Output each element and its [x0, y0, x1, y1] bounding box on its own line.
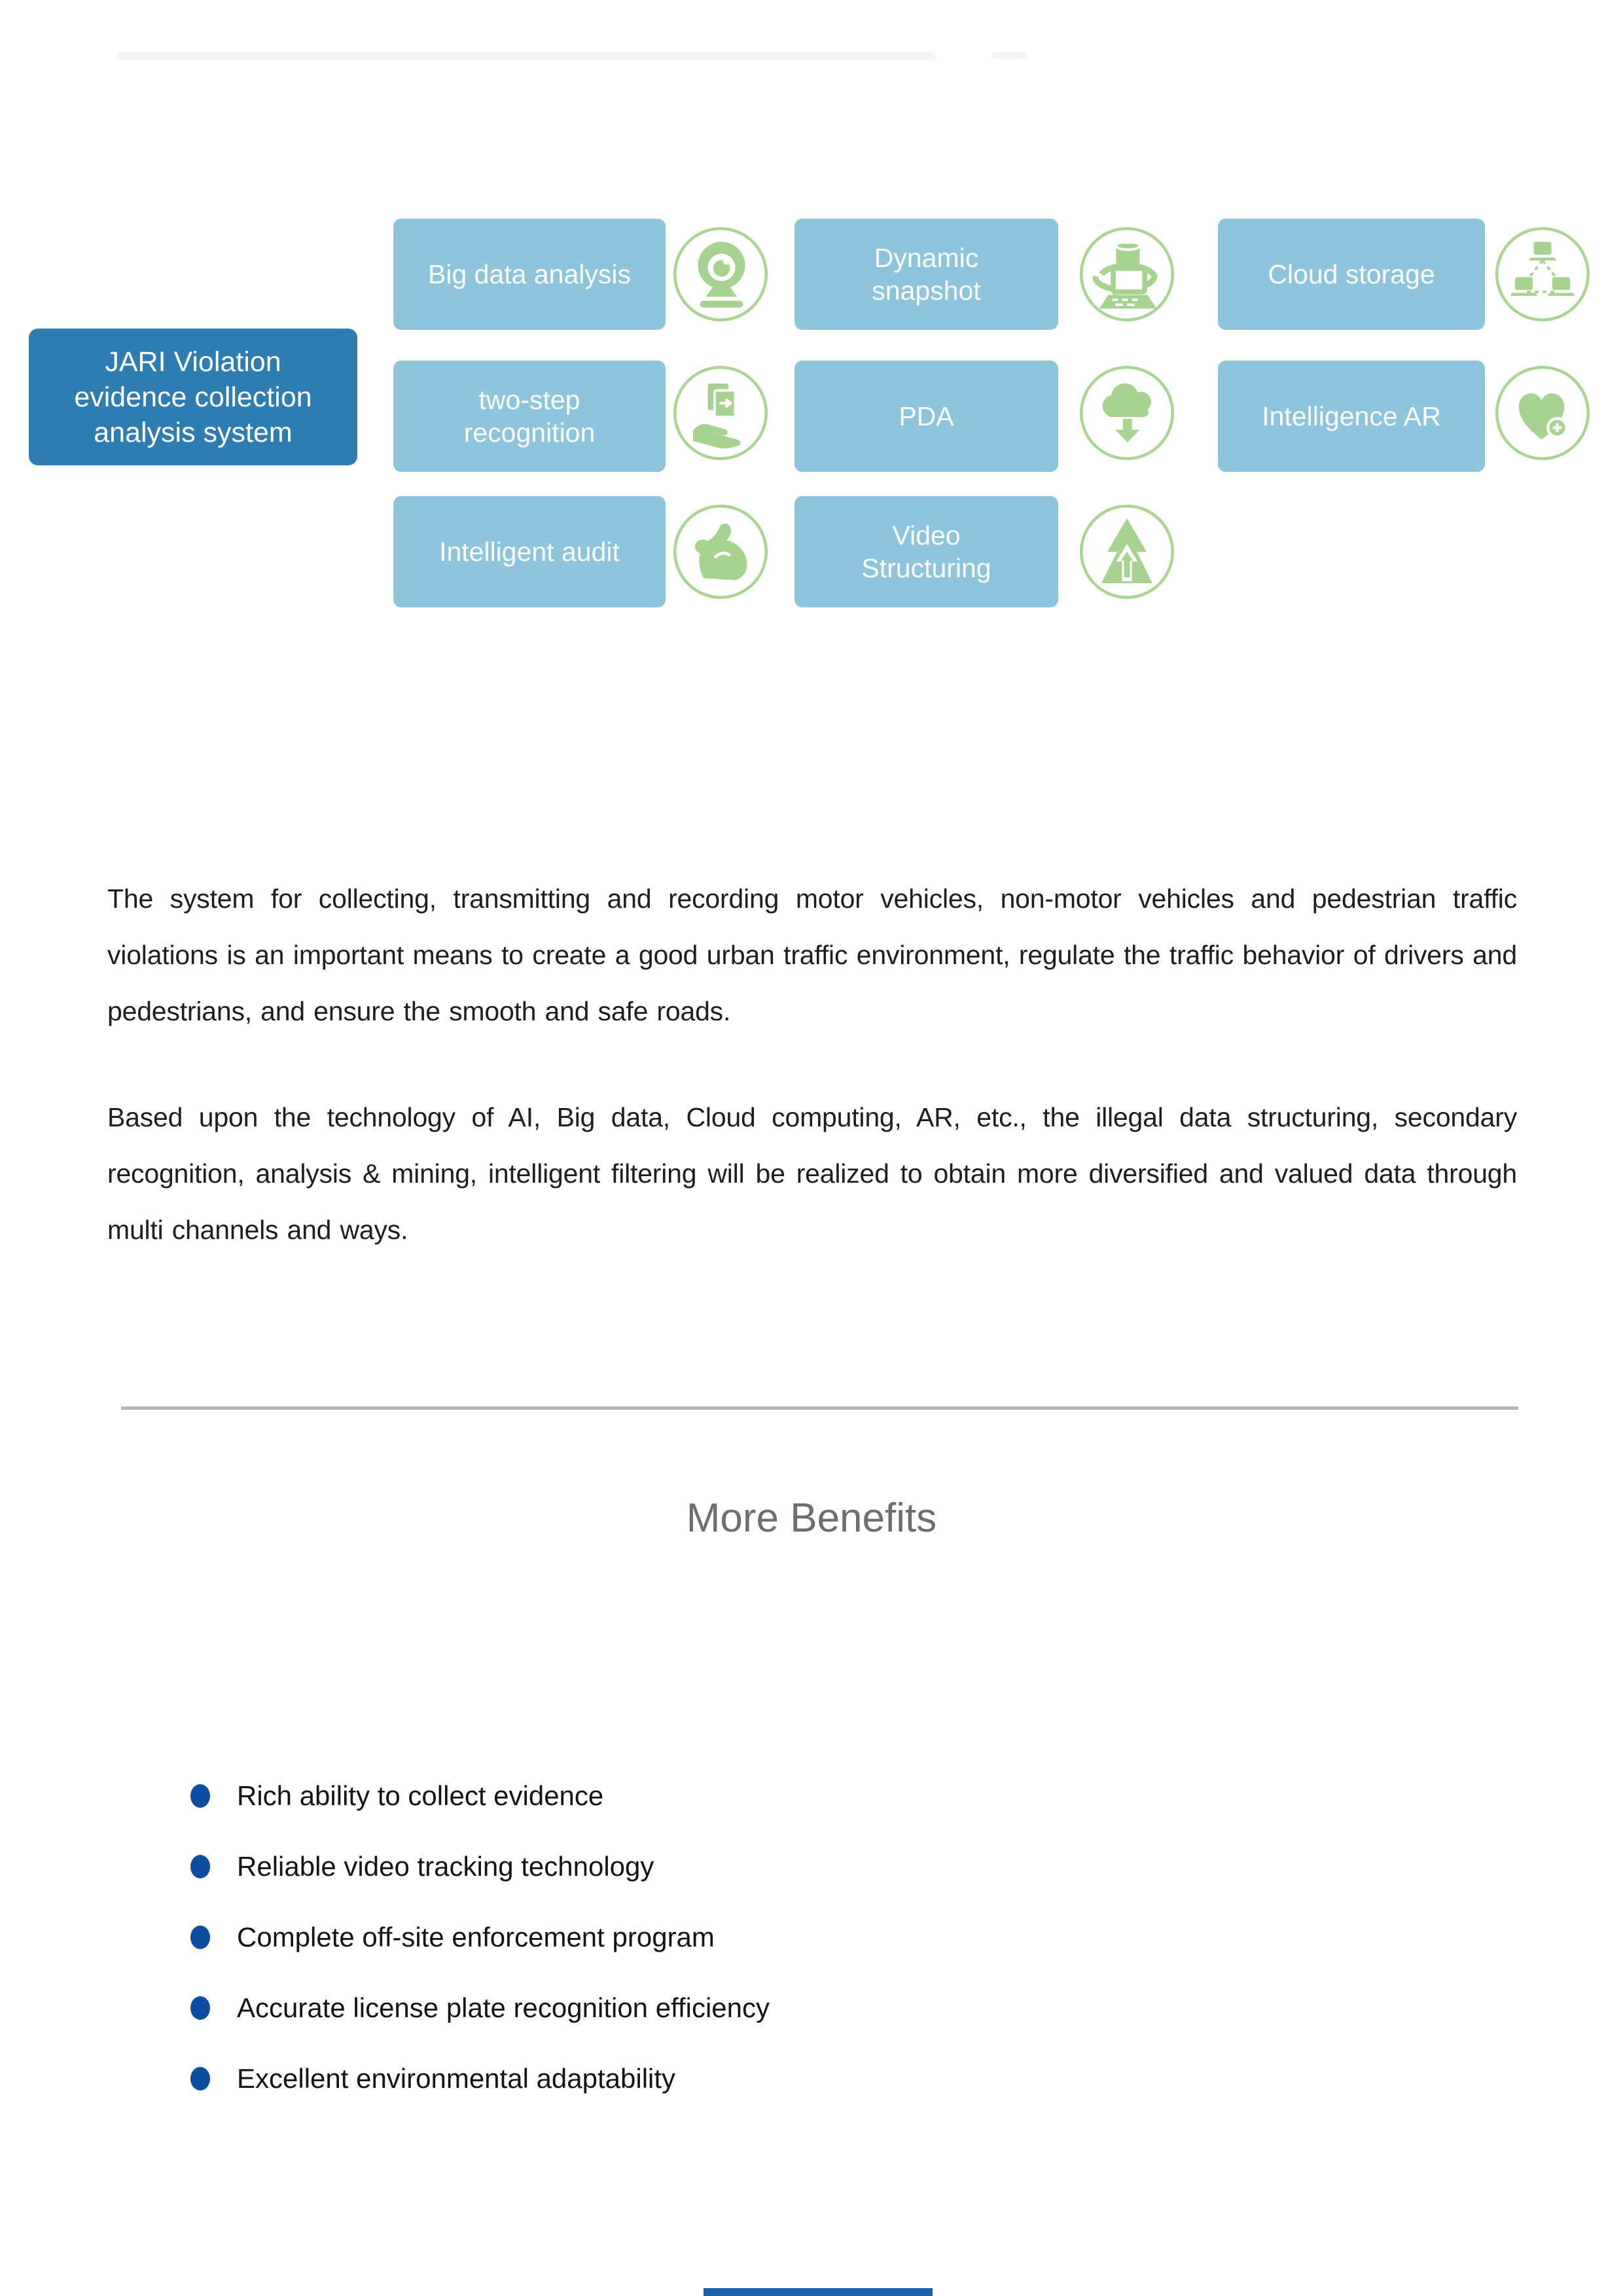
document-transfer-hand-icon	[671, 364, 770, 462]
benefit-label: Rich ability to collect evidence	[237, 1780, 604, 1811]
feature-label: two-step recognition	[463, 385, 596, 448]
body-text	[107, 870, 1517, 1308]
cloud-download-icon	[1078, 364, 1176, 462]
feature-box-two-step-recognition	[393, 361, 666, 472]
list-item	[190, 1988, 770, 2028]
bullet-dot-icon	[190, 1926, 210, 1949]
feature-label: Cloud storage	[1268, 259, 1435, 289]
tree-arrow-icon	[1078, 503, 1176, 601]
muscle-arm-icon	[671, 503, 770, 601]
feature-box-big-data-analysis	[393, 219, 666, 330]
list-item	[190, 2059, 675, 2098]
feature-label: Intelligence AR	[1262, 401, 1441, 431]
feature-box-video-structuring	[794, 496, 1058, 607]
paragraph-1: The system for collecting, transmitting and recording motor vehicles, non-motor vehicles and pedestrian traffic violations is an important means to create a good urban traffic environment, regulate the traffic behavior of drivers and pedestrians, and ensure the smooth and safe roads.	[107, 884, 1517, 1026]
bullet-dot-icon	[190, 2067, 210, 2090]
root-box-line: analysis system	[94, 416, 293, 448]
paragraph-2: Based upon the technology of AI, Big data, Cloud computing, AR, etc., the illegal data structuring, secondary recognition, analysis & mining, intelligent filtering will be realized to obtain more diversified and valued data through multi channels and ways.	[107, 1102, 1517, 1245]
list-item	[190, 1918, 715, 1957]
projector-rotate-icon	[1078, 225, 1176, 323]
feature-box-intelligence-ar	[1218, 361, 1485, 472]
faint-watermark-line	[118, 52, 936, 60]
benefit-label: Complete off-site enforcement program	[237, 1922, 715, 1952]
feature-box-cloud-storage	[1218, 219, 1485, 330]
feature-label: PDA	[899, 401, 954, 431]
benefit-label: Reliable video tracking technology	[237, 1851, 654, 1882]
root-box-line: JARI Violation	[105, 346, 281, 378]
bullet-dot-icon	[190, 1855, 210, 1878]
feature-label: Video Structuring	[861, 520, 991, 583]
page-footer-bar	[704, 2288, 933, 2296]
feature-box-dynamic-snapshot	[794, 219, 1058, 330]
root-system-box	[29, 329, 357, 465]
section-title: More Benefits	[686, 1496, 937, 1541]
benefit-label: Accurate license plate recognition efficiency	[237, 1992, 770, 2023]
list-item	[190, 1776, 603, 1816]
root-box-line: evidence collection	[74, 381, 312, 413]
section-divider	[121, 1407, 1518, 1410]
bullet-dot-icon	[190, 1996, 210, 2020]
feature-label: Dynamic snapshot	[872, 243, 981, 306]
benefit-label: Excellent environmental adaptability	[237, 2063, 676, 2094]
webcam-icon	[671, 225, 770, 323]
network-computers-icon	[1493, 225, 1592, 323]
feature-box-pda	[794, 361, 1058, 472]
feature-label: Big data analysis	[428, 259, 631, 289]
feature-box-intelligent-audit	[393, 496, 666, 607]
heart-plus-icon	[1493, 364, 1592, 462]
faint-watermark-mark	[991, 52, 1027, 60]
feature-label: Intelligent audit	[439, 537, 620, 567]
bullet-dot-icon	[190, 1784, 210, 1808]
list-item	[190, 1847, 654, 1886]
